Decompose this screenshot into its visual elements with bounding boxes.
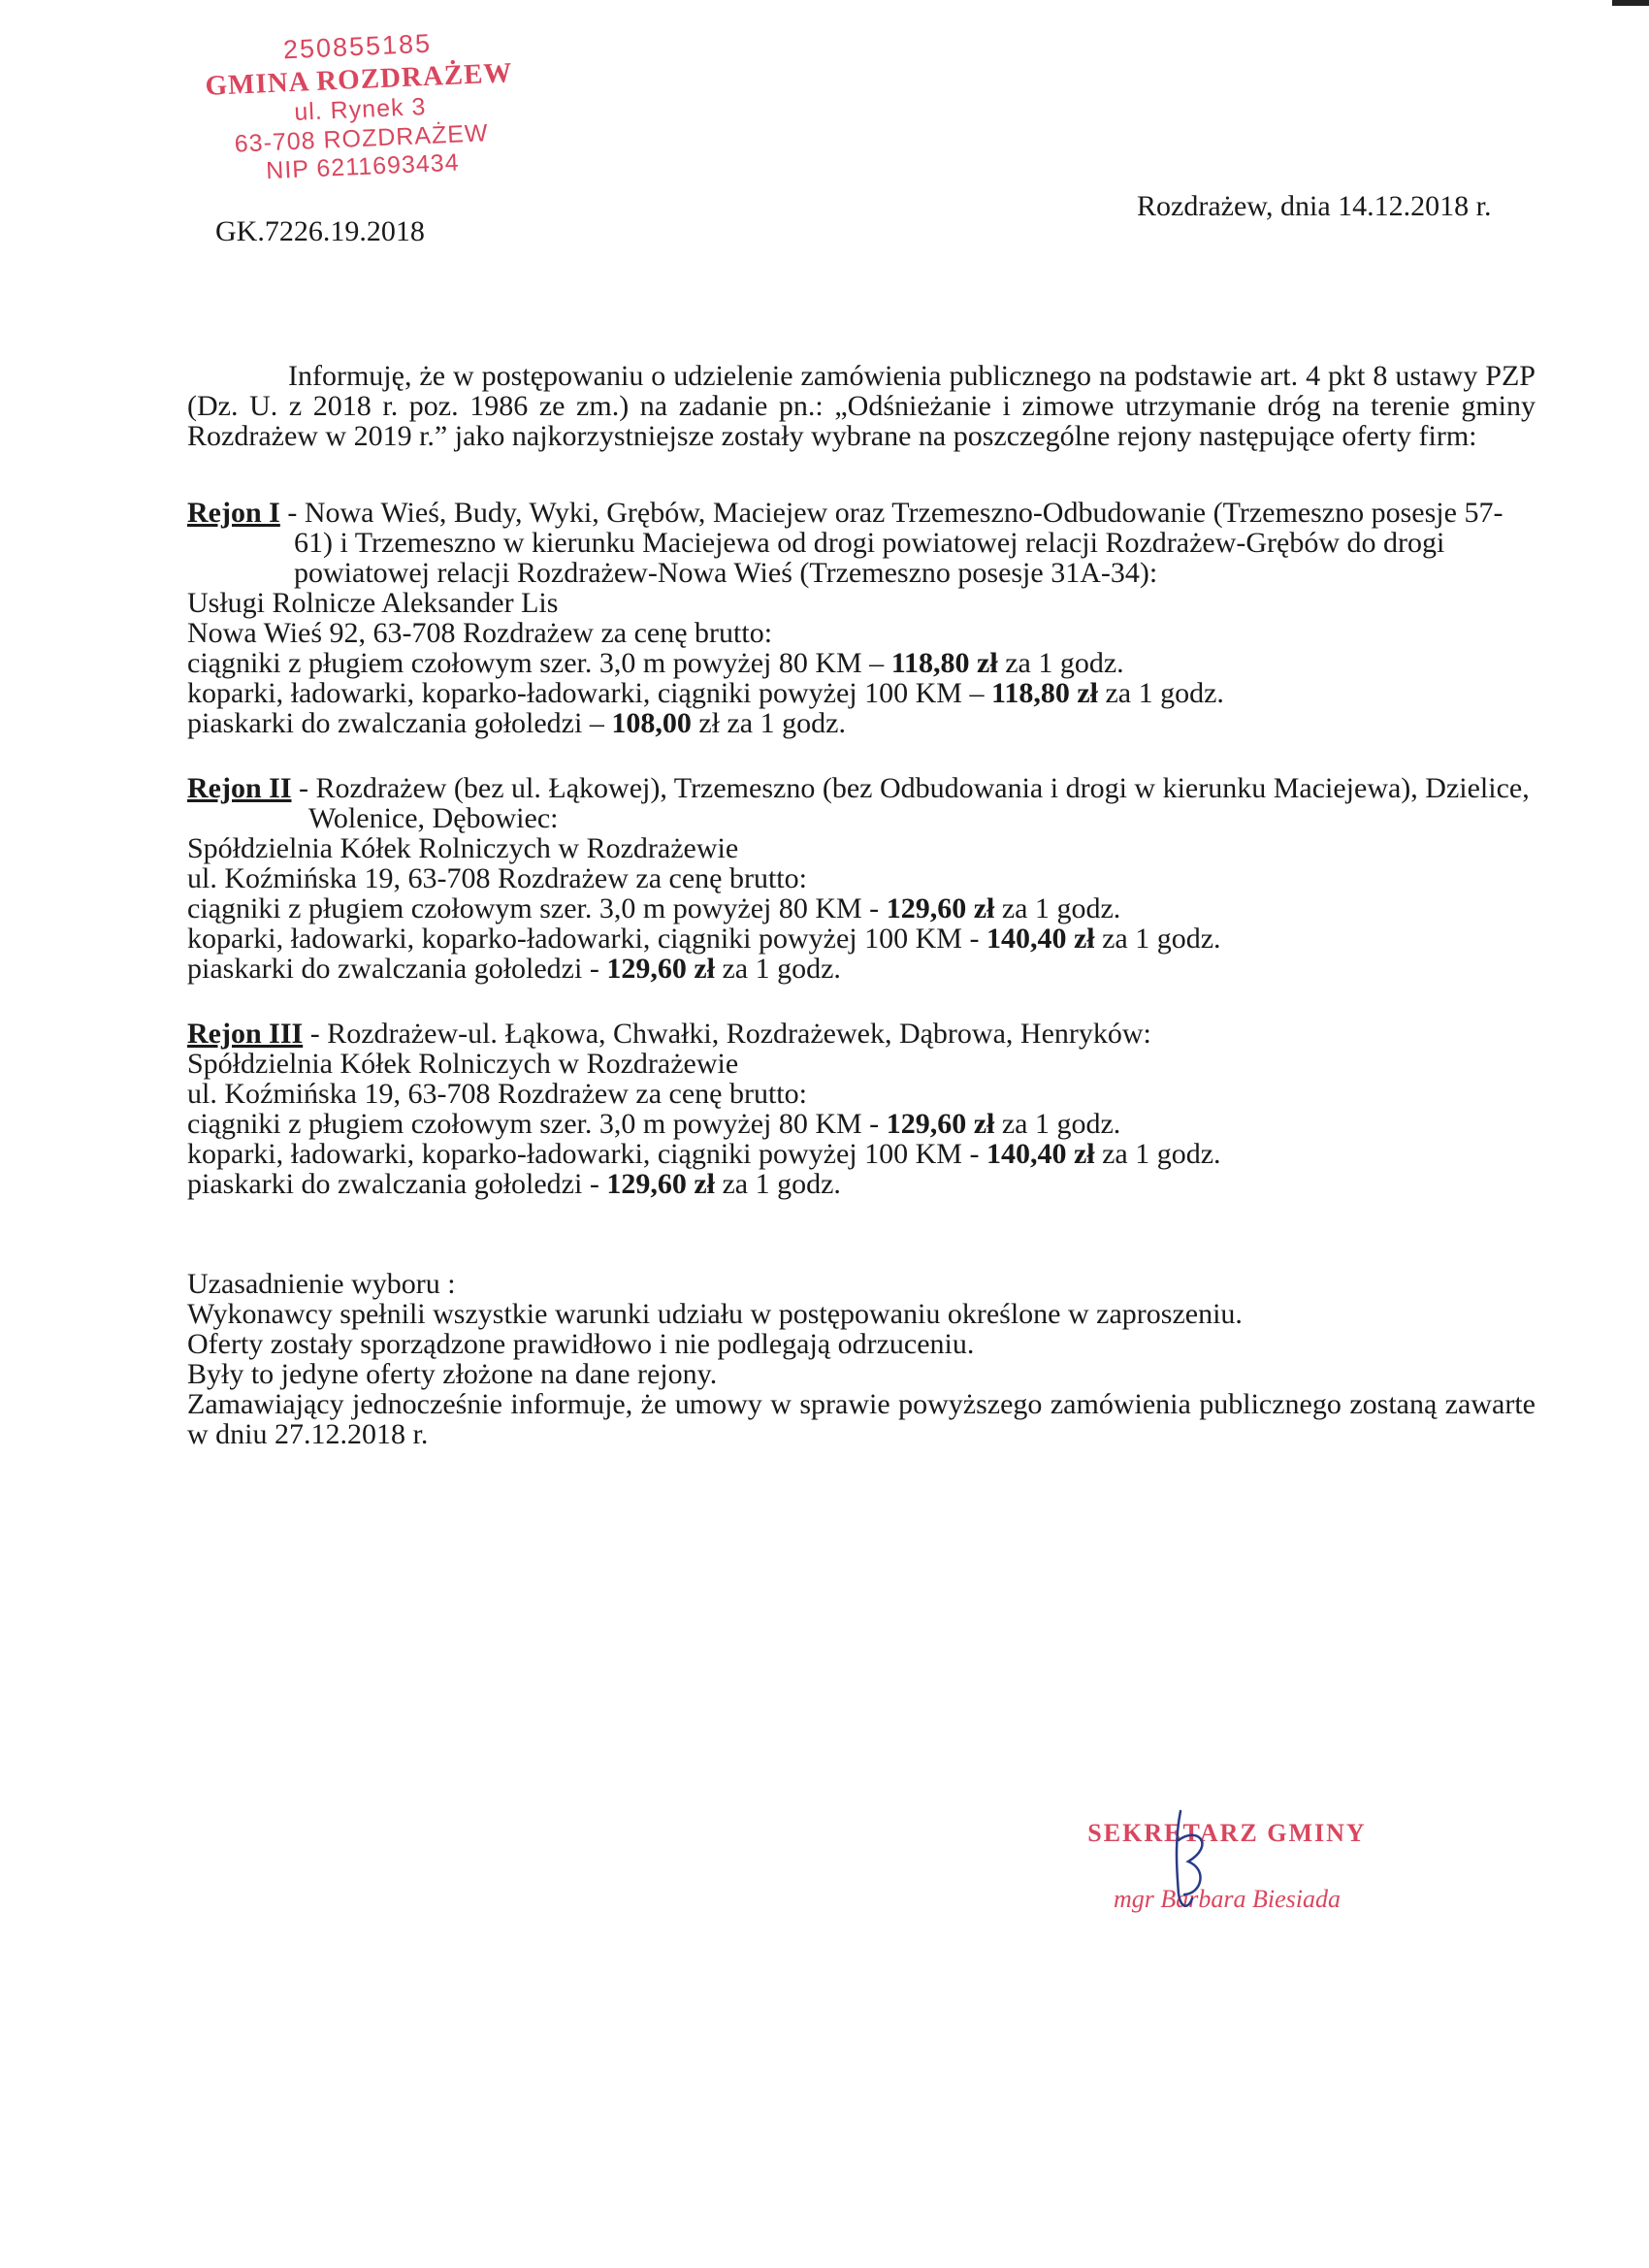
price-line <box>187 648 1536 678</box>
region-address: ul. Koźmińska 19, 63-708 Rozdrażew za cenę brutto: <box>187 1078 807 1110</box>
price-value: 118,80 zł <box>990 677 1098 709</box>
price-value: 129,60 zł <box>886 892 995 924</box>
price-desc: piaskarki do zwalczania gołoledzi - <box>187 953 607 985</box>
region-areas: - Nowa Wieś, Budy, Wyki, Grębów, Maciejew oraz Trzemeszno-Odbudowanie (Trzemeszno posesje 57-61) i Trzemeszno w kierunku Maciejewa od drogi powiatowej relacji Rozdrażew-Grębów do drogi powiatowej relacji Rozdrażew-Nowa Wieś (Trzemeszno posesje 31A-34): <box>279 497 1504 589</box>
justification-heading: Uzasadnienie wyboru : <box>187 1268 456 1300</box>
region-label: Rejon III <box>187 1018 304 1050</box>
stamp-regon: 250855185 <box>282 28 433 65</box>
price-line <box>187 954 1536 984</box>
stamp-city: 63-708 ROZDRAŻEW <box>234 118 490 158</box>
price-line <box>187 1109 1536 1139</box>
region-section <box>187 773 1536 984</box>
region-label: Rejon II <box>187 772 292 804</box>
region-company: Spółdzielnia Kółek Rolniczych w Rozdrażewie <box>187 1048 739 1080</box>
price-line <box>187 678 1536 708</box>
price-unit: za 1 godz. <box>1094 1138 1221 1170</box>
price-unit: za 1 godz. <box>714 1168 841 1200</box>
justification-closing: Zamawiający jednocześnie informuje, że umowy w sprawie powyższego zamówienia publicznego zostaną zawarte w dniu 27.12.2018 r. <box>187 1388 1536 1450</box>
price-line <box>187 1139 1536 1169</box>
price-line <box>187 893 1536 923</box>
justification-section <box>187 1269 1536 1449</box>
justification-line: Oferty zostały sporządzone prawidłowo i nie podlegają odrzuceniu. <box>187 1328 975 1360</box>
region-areas: - Rozdrażew-ul. Łąkowa, Chwałki, Rozdrażewek, Dąbrowa, Henryków: <box>303 1018 1151 1050</box>
price-desc: piaskarki do zwalczania gołoledzi - <box>187 1168 607 1200</box>
justification-line: Wykonawcy spełnili wszystkie warunki udziału w postępowaniu określone w zaproszeniu. <box>187 1298 1243 1330</box>
region-header <box>187 773 1536 833</box>
municipality-stamp <box>202 25 518 188</box>
stamp-name: GMINA ROZDRAŻEW <box>204 56 514 102</box>
price-value: 118,80 zł <box>890 647 998 679</box>
price-desc: koparki, ładowarki, koparko-ładowarki, ciągniki powyżej 100 KM - <box>187 1138 986 1170</box>
price-line <box>187 1169 1536 1199</box>
intro-paragraph: Informuję, że w postępowaniu o udzielenie zamówienia publicznego na podstawie art. 4 pkt 8 ustawy PZP (Dz. U. z 2018 r. poz. 1986 ze zm.) na zadanie pn.: „Odśnieżanie i zimowe utrzymanie dróg na terenie gminy Rozdrażew w 2019 r.” jako najkorzystniejsze zostały wybrane na poszczególne rejony następujące oferty firm: <box>187 360 1536 452</box>
signature-name: mgr Barbara Biesiada <box>1114 1885 1341 1913</box>
region-header <box>187 498 1536 588</box>
region-company: Usługi Rolnicze Aleksander Lis <box>187 587 559 619</box>
region-section <box>187 498 1536 738</box>
price-unit: za 1 godz. <box>1097 677 1224 709</box>
region-company: Spółdzielnia Kółek Rolniczych w Rozdrażewie <box>187 832 739 864</box>
region-label: Rejon I <box>187 497 280 529</box>
price-line <box>187 923 1536 954</box>
price-desc: koparki, ładowarki, koparko-ładowarki, ciągniki powyżej 100 KM – <box>187 677 991 709</box>
region-section <box>187 1019 1536 1199</box>
price-value: 140,40 zł <box>986 1138 1095 1170</box>
letter-body <box>187 361 1536 1449</box>
region-address: Nowa Wieś 92, 63-708 Rozdrażew za cenę brutto: <box>187 617 773 649</box>
price-line <box>187 708 1536 738</box>
price-unit: zł za 1 godz. <box>691 707 846 739</box>
stamp-nip: NIP 6211693434 <box>265 148 461 185</box>
region-header <box>187 1019 1536 1049</box>
price-unit: za 1 godz. <box>1094 923 1221 955</box>
price-unit: za 1 godz. <box>997 647 1124 679</box>
region-areas: - Rozdrażew (bez ul. Łąkowej), Trzemeszno (bez Odbudowania i drogi w kierunku Maciejewa), Dzielice, Wolenice, Dębowiec: <box>291 772 1530 834</box>
place-and-date: Rozdrażew, dnia 14.12.2018 r. <box>1137 190 1492 222</box>
reference-number: GK.7226.19.2018 <box>215 215 425 247</box>
price-desc: koparki, ładowarki, koparko-ładowarki, ciągniki powyżej 100 KM - <box>187 923 986 955</box>
handwritten-signature-icon <box>1159 1801 1217 1918</box>
stamp-street: ul. Rynek 3 <box>293 93 427 126</box>
price-desc: ciągniki z pługiem czołowym szer. 3,0 m powyżej 80 KM - <box>187 892 887 924</box>
region-address: ul. Koźmińska 19, 63-708 Rozdrażew za cenę brutto: <box>187 862 807 894</box>
price-desc: ciągniki z pługiem czołowym szer. 3,0 m powyżej 80 KM - <box>187 1108 887 1140</box>
scan-edge-mark <box>1612 0 1649 6</box>
justification-line: Były to jedyne oferty złożone na dane rejony. <box>187 1358 718 1390</box>
price-value: 140,40 zł <box>986 923 1095 955</box>
signature-title: SEKRETARZ GMINY <box>1087 1819 1367 1847</box>
price-unit: za 1 godz. <box>714 953 841 985</box>
price-unit: za 1 godz. <box>994 892 1121 924</box>
price-unit: za 1 godz. <box>994 1108 1121 1140</box>
price-value: 129,60 zł <box>606 1168 715 1200</box>
price-desc: ciągniki z pługiem czołowym szer. 3,0 m powyżej 80 KM – <box>187 647 891 679</box>
price-value: 129,60 zł <box>886 1108 995 1140</box>
price-value: 129,60 zł <box>606 953 715 985</box>
signature-stamp <box>1067 1809 1387 1914</box>
price-desc: piaskarki do zwalczania gołoledzi – <box>187 707 612 739</box>
price-value: 108,00 <box>611 707 692 739</box>
